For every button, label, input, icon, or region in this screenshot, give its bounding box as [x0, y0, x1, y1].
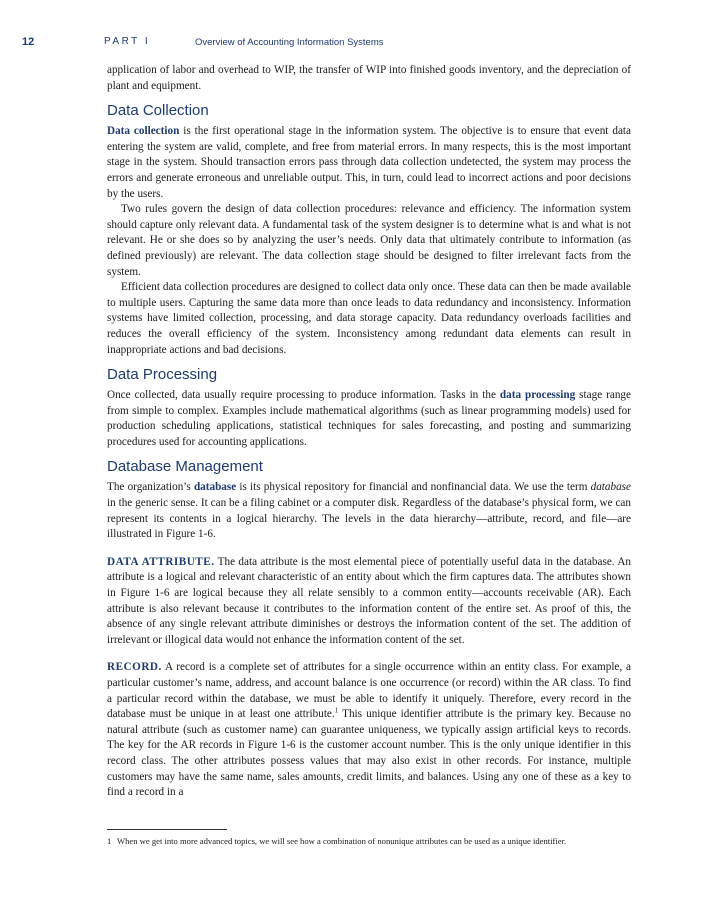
heading-data-processing: Data Processing	[107, 366, 218, 384]
paragraph-data-processing-1	[107, 388, 631, 450]
paragraph-text: Once collected, data usually require processing to produce information. Tasks in the	[107, 389, 500, 402]
intro-paragraph: application of labor and overhead to WIP, the transfer of WIP into finished goods inventory, and the depreciation of plant and equipment.	[107, 64, 631, 92]
paragraph-text: The organization’s	[107, 481, 194, 494]
footnote	[107, 835, 577, 847]
paragraph-text: stage range from simple to complex. Examples include mathematical algorithms (such as linear programming models) used for production scheduling applications, statistical techniques for sales forecasting, and posting and summarizing procedures used for accounting applications.	[107, 389, 631, 448]
page-body	[107, 63, 631, 801]
running-header	[0, 36, 719, 50]
term-data-processing: data processing	[499, 389, 576, 402]
paragraph-record	[107, 660, 631, 800]
footnote-divider	[107, 829, 227, 830]
part-label: PART I	[104, 36, 151, 47]
paragraph-text: in the generic sense. It can be a filing cabinet or a computer disk. Regardless of the database’s physical form, we can represent its contents in a logical hierarchy. The levels in the data hierarchy—attribute, record, and file—are illustrated in Figure 1-6.	[107, 497, 631, 541]
heading-database-management: Database Management	[107, 458, 263, 476]
page-number: 12	[22, 36, 35, 48]
paragraph-database-management-1	[107, 480, 631, 542]
italic-database: database	[590, 481, 631, 494]
footnote-text: When we get into more advanced topics, we will see how a combination of nonunique attributes can be used as a unique identifier.	[117, 836, 567, 846]
heading-data-collection: Data Collection	[107, 102, 209, 120]
paragraph-text: A record is a complete set of attributes for a single occurrence within an entity class. For example, a particular customer’s name, address, and account balance is one occurrence (or record) within the AR class. To find a particular record within the database, we must be able to identify it uniquely. Therefore, every record in the database must be unique in at least one attribute.	[107, 661, 631, 721]
term-data-collection: Data collection	[107, 125, 180, 138]
runin-record: RECORD.	[107, 661, 162, 674]
runin-data-attribute: DATA ATTRIBUTE.	[107, 555, 215, 568]
footnote-reference[interactable]: 1	[334, 706, 339, 715]
chapter-title: Overview of Accounting Information Systems	[195, 37, 384, 48]
paragraph-text: is its physical repository for financial and nonfinancial data. We use the term	[236, 481, 591, 494]
paragraph-text: This unique identifier attribute is the primary key. Because no natural attribute (such as customer name) can guarantee uniqueness, we typically assign artificial keys to records. The key for the AR records in Figure 1-6 is the customer account number. This is the only unique identifier in this record class. The other attributes possess values that may also exist in other records. For instance, multiple customers may have the same name, sales amounts, credit limits, and balances. Using any one of these as a key to find a record in a	[107, 708, 631, 799]
term-database: database	[193, 481, 237, 494]
footnote-number: 1	[107, 836, 112, 846]
paragraph-data-collection-1	[107, 124, 631, 202]
paragraph-text: is the first operational stage in the information system. The objective is to ensure that event data entering the system are valid, complete, and free from material errors. In many respects, this is the most important stage in the system. Should transaction errors pass through data collection undetected, the system may process the errors and generate erroneous and unreliable output. This, in turn, could lead to incorrect actions and poor decisions by the users.	[107, 125, 631, 200]
paragraph-data-collection-3: Efficient data collection procedures are designed to collect data only once. These data can then be made available to multiple users. Capturing the same data more than once leads to data redundancy and inconsistency. Information systems have limited collection, processing, and data storage capacity. Data redundancy overloads facilities and reduces the overall efficiency of the system. Inconsistency among redundant data elements can result in inappropriate actions and bad decisions.	[107, 281, 631, 356]
paragraph-data-attribute	[107, 555, 631, 649]
paragraph-text: The data attribute is the most elemental piece of potentially useful data in the database. An attribute is a logical and relevant characteristic of an entity about which the firm captures data. The attributes shown in Figure 1-6 are logical because they all relate sensibly to a common entity—accounts receivable (AR). Each attribute is also relevant because it contributes to the information content of the entire set. As proof of this, the absence of any single relevant attribute diminishes or destroys the information content of the set. The addition of irrelevant or illogical data would not enhance the information content of the set.	[107, 555, 631, 646]
paragraph-data-collection-2: Two rules govern the design of data collection procedures: relevance and efficiency. The information system should capture only relevant data. A fundamental task of the system designer is to determine what is and what is not relevant. He or she does so by analyzing the user’s needs. Only data that ultimately contribute to information (as defined previously) are relevant. The data collection stage should be designed to filter irrelevant facts from the system.	[107, 203, 631, 278]
